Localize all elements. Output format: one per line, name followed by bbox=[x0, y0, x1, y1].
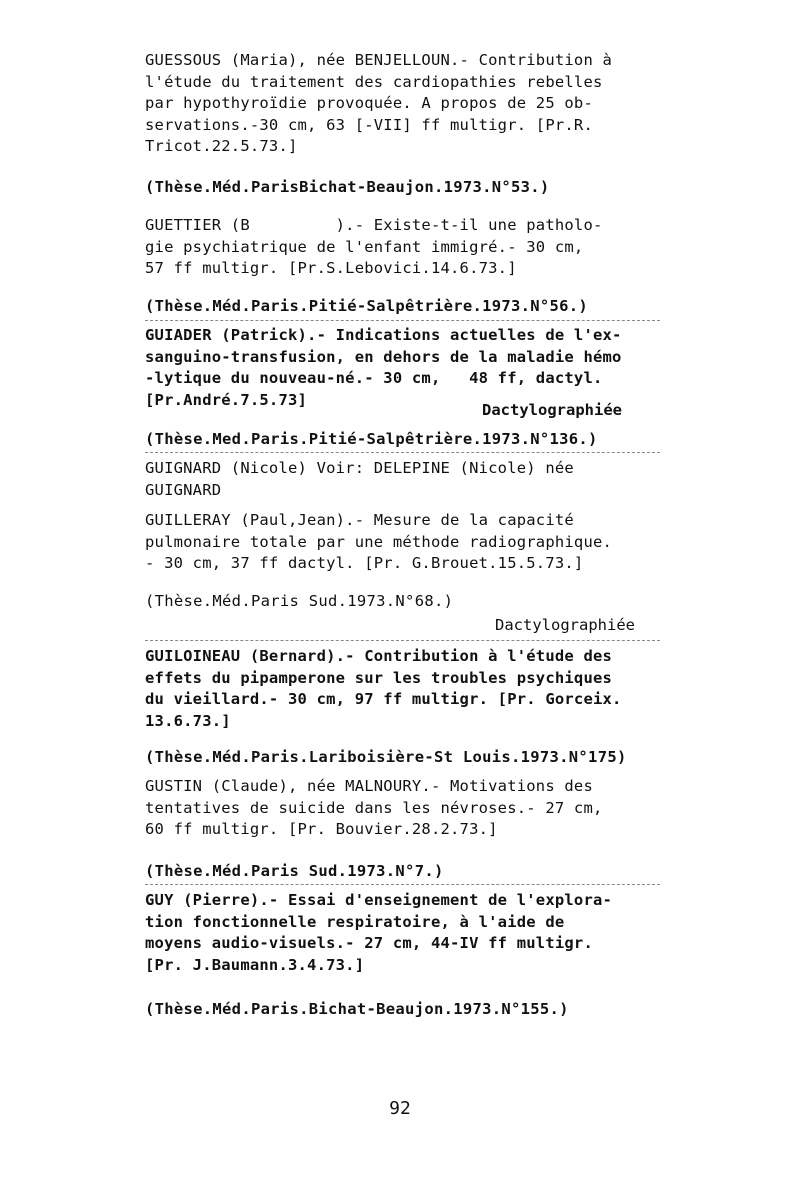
thesis-reference: (Thèse.Méd.Paris.Bichat-Beaujon.1973.N°155.) bbox=[145, 1000, 569, 1018]
thesis-reference: (Thèse.Méd.ParisBichat-Beaujon.1973.N°53.) bbox=[145, 178, 550, 196]
entry-line: GUIADER (Patrick).- Indications actuelles de l'ex- bbox=[145, 326, 622, 344]
entry-line: gie psychiatrique de l'enfant immigré.- 30 cm, bbox=[145, 237, 584, 256]
typed-note: Dactylographiée bbox=[495, 616, 635, 634]
thesis-reference: (Thèse.Méd.Paris Sud.1973.N°68.) bbox=[145, 592, 454, 610]
entry-line: servations.-30 cm, 63 [-VII] ff multigr. [Pr.R. bbox=[145, 115, 593, 134]
page-number: 92 bbox=[389, 1098, 411, 1119]
entry-guy bbox=[145, 890, 665, 976]
thesis-reference: (Thèse.Méd.Paris.Pitié-Salpêtrière.1973.N°56.) bbox=[145, 297, 589, 315]
entry-line: GUIGNARD bbox=[145, 480, 222, 499]
entry-line: GUY (Pierre).- Essai d'enseignement de l'explora- bbox=[145, 891, 613, 909]
entry-line: GUSTIN (Claude), née MALNOURY.- Motivations des bbox=[145, 777, 593, 795]
entry-line: - 30 cm, 37 ff dactyl. [Pr. G.Brouet.15.5.73.] bbox=[145, 554, 584, 572]
entry-line: effets du pipamperone sur les troubles psychiques bbox=[145, 668, 613, 687]
entry-gustin bbox=[145, 776, 665, 841]
entry-line: 60 ff multigr. [Pr. Bouvier.28.2.73.] bbox=[145, 820, 498, 838]
entry-line: [Pr. J.Baumann.3.4.73.] bbox=[145, 955, 365, 974]
entry-line: sanguino-transfusion, en dehors de la maladie hémo bbox=[145, 347, 622, 366]
entry-line: GUETTIER (B ).- Existe-t-il une patholo- bbox=[145, 216, 603, 234]
divider bbox=[145, 452, 660, 453]
entry-line: [Pr.André.7.5.73] bbox=[145, 390, 308, 409]
thesis-reference: (Thèse.Med.Paris.Pitié-Salpêtrière.1973.N°136.) bbox=[145, 430, 598, 448]
typed-note: Dactylographiée bbox=[482, 401, 622, 419]
entry-line: -lytique du nouveau-né.- 30 cm, 48 ff, dactyl. bbox=[145, 369, 603, 387]
entry-line: tentatives de suicide dans les névroses.- 27 cm, bbox=[145, 798, 603, 817]
entry-line: GUILLERAY (Paul,Jean).- Mesure de la capacité bbox=[145, 511, 574, 529]
entry-line: du vieillard.- 30 cm, 97 ff multigr. [Pr. Gorceix. bbox=[145, 690, 622, 708]
entry-line: Tricot.22.5.73.] bbox=[145, 137, 298, 155]
entry-line: pulmonaire totale par une méthode radiographique. bbox=[145, 532, 613, 551]
divider bbox=[145, 320, 660, 321]
entry-guilleray bbox=[145, 510, 665, 575]
entry-line: GUIGNARD (Nicole) Voir: DELEPINE (Nicole) née bbox=[145, 459, 574, 477]
divider bbox=[145, 640, 660, 641]
entry-guessous bbox=[145, 50, 665, 158]
entry-guettier bbox=[145, 215, 665, 280]
entry-line: tion fonctionnelle respiratoire, à l'aide de bbox=[145, 912, 565, 931]
entry-guiloineau bbox=[145, 646, 665, 732]
entry-line: 57 ff multigr. [Pr.S.Lebovici.14.6.73.] bbox=[145, 259, 517, 277]
entry-line: l'étude du traitement des cardiopathies rebelles bbox=[145, 72, 603, 91]
thesis-reference: (Thèse.Méd.Paris Sud.1973.N°7.) bbox=[145, 862, 444, 880]
entry-line: par hypothyroïdie provoquée. A propos de 25 ob- bbox=[145, 94, 593, 112]
entry-guignard bbox=[145, 458, 665, 501]
entry-line: moyens audio-visuels.- 27 cm, 44-IV ff multigr. bbox=[145, 934, 593, 952]
divider bbox=[145, 884, 660, 885]
entry-line: GUESSOUS (Maria), née BENJELLOUN.- Contribution à bbox=[145, 51, 613, 69]
entry-line: GUILOINEAU (Bernard).- Contribution à l'étude des bbox=[145, 647, 613, 665]
entry-line: 13.6.73.] bbox=[145, 711, 231, 730]
entry-guiader bbox=[145, 325, 665, 411]
thesis-reference: (Thèse.Méd.Paris.Lariboisière-St Louis.1973.N°175) bbox=[145, 748, 627, 766]
